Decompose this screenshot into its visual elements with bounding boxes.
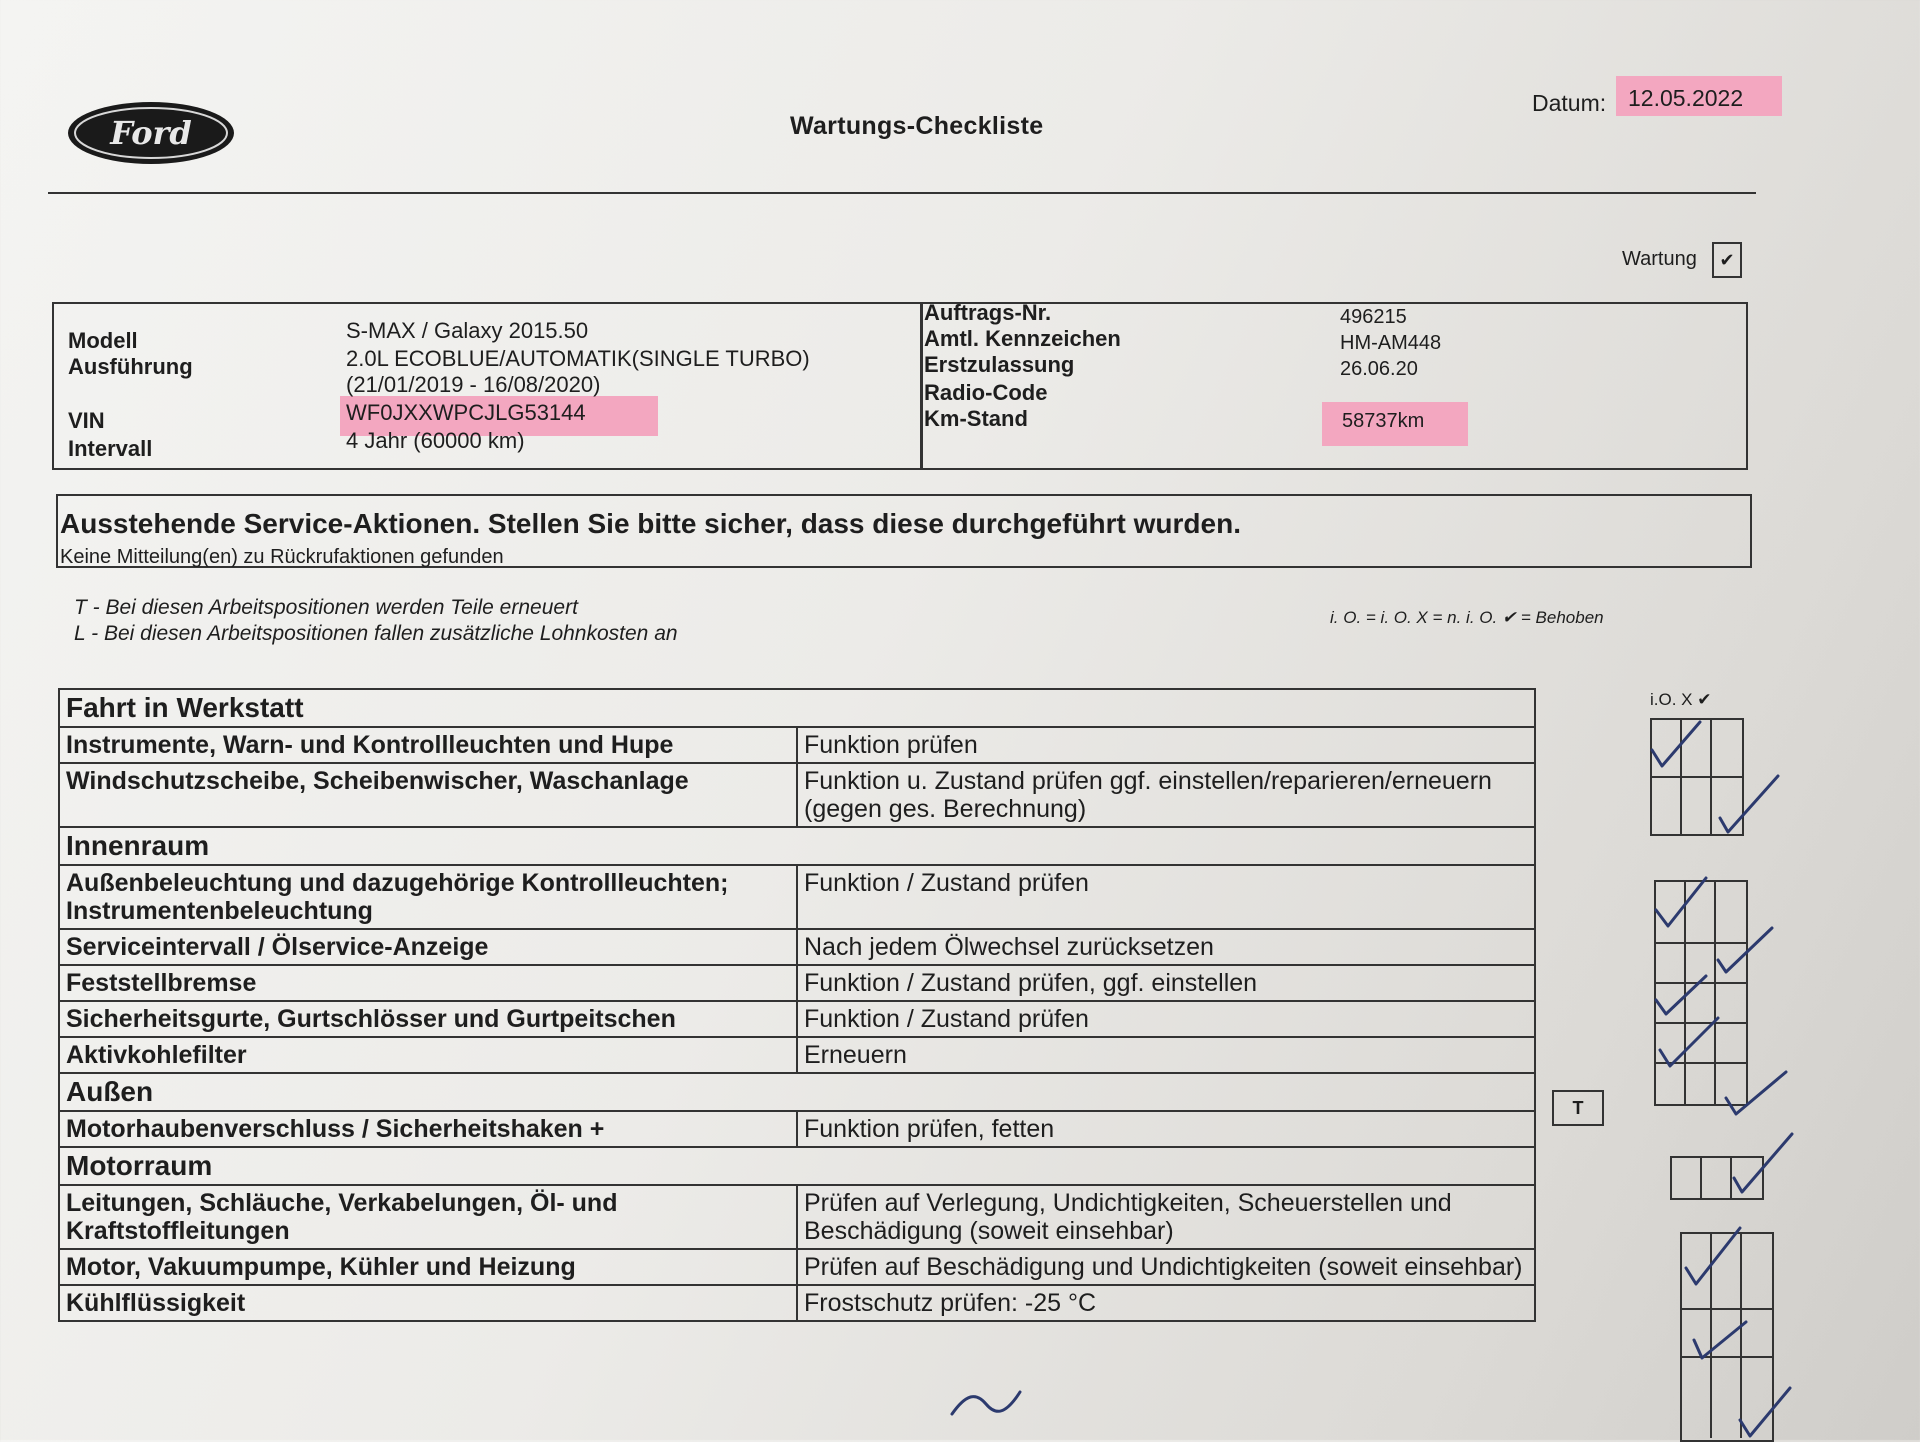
section-title: Fahrt in Werkstatt: [59, 689, 1535, 727]
item-name: Windschutzscheibe, Scheibenwischer, Waschanlage: [59, 763, 797, 827]
item-name: Serviceintervall / Ölservice-Anzeige: [59, 929, 797, 965]
kennzeichen-value: HM-AM448: [1340, 332, 1442, 354]
item-action: Prüfen auf Beschädigung und Undichtigkeiten (soweit einsehbar): [797, 1249, 1535, 1285]
item-action: Funktion u. Zustand prüfen ggf. einstellen/reparieren/erneuern (gegen ges. Berechnung): [797, 763, 1535, 827]
ausfuehrung-label: Ausführung: [68, 354, 193, 379]
erstzulassung-value: 26.06.20: [1340, 358, 1418, 380]
table-row: [59, 1001, 1535, 1037]
item-name: Außenbeleuchtung und dazugehörige Kontrollleuchten; Instrumentenbeleuchtung: [59, 865, 797, 929]
table-row: [59, 763, 1535, 827]
item-name: Kühlflüssigkeit: [59, 1285, 797, 1321]
check-mark: [1686, 1228, 1740, 1284]
table-row: [59, 965, 1535, 1001]
wartung-checkbox[interactable]: ✔: [1712, 242, 1742, 278]
vehicle-info-divider: [920, 302, 923, 470]
auftrag-label: Auftrags-Nr.: [924, 300, 1052, 325]
t-marker-box: T: [1552, 1090, 1604, 1126]
radio-code-label: Radio-Code: [924, 380, 1048, 405]
section-row: [59, 827, 1535, 865]
section-title: Innenraum: [59, 827, 1535, 865]
handwritten-frost-value: [946, 1384, 1026, 1424]
check-mark: [1734, 1134, 1792, 1192]
logo-text: Ford: [110, 114, 192, 152]
table-row: [59, 1185, 1535, 1249]
check-mark: [1718, 928, 1772, 972]
ausfuehrung-value: 2.0L ECOBLUE/AUTOMATIK(SINGLE TURBO): [346, 346, 810, 371]
item-name: Feststellbremse: [59, 965, 797, 1001]
intervall-value: 4 Jahr (60000 km): [346, 428, 525, 453]
table-row: [59, 727, 1535, 763]
table-row: [59, 1285, 1535, 1321]
section-title: Außen: [59, 1073, 1535, 1111]
header-divider: [48, 192, 1756, 194]
section-row: [59, 1147, 1535, 1185]
item-action: Frostschutz prüfen: -25 °C: [797, 1285, 1535, 1321]
item-action: Erneuern: [797, 1037, 1535, 1073]
item-name: Sicherheitsgurte, Gurtschlösser und Gurtpeitschen: [59, 1001, 797, 1037]
check-mark: [1694, 1322, 1746, 1358]
modell-value: S-MAX / Galaxy 2015.50: [346, 318, 589, 343]
km-label: Km-Stand: [924, 406, 1028, 431]
item-action: Nach jedem Ölwechsel zurücksetzen: [797, 929, 1535, 965]
checklist-table: [58, 688, 1536, 1322]
item-action: Funktion / Zustand prüfen, ggf. einstellen: [797, 965, 1535, 1001]
item-action: Funktion / Zustand prüfen: [797, 1001, 1535, 1037]
datum-label: Datum:: [1532, 90, 1607, 116]
check-mark: [1726, 1072, 1786, 1114]
item-action: Funktion / Zustand prüfen: [797, 865, 1535, 929]
section-row: [59, 689, 1535, 727]
item-action: Funktion prüfen: [797, 727, 1535, 763]
section-title: Motorraum: [59, 1147, 1535, 1185]
erstzulassung-label: Erstzulassung: [924, 352, 1075, 377]
table-row: [59, 1111, 1535, 1147]
table-row: [59, 929, 1535, 965]
legend-t: T - Bei diesen Arbeitspositionen werden Teile erneuert: [74, 596, 578, 619]
vehicle-info-box: [52, 302, 1748, 470]
check-mark: [1652, 722, 1700, 766]
check-mark: [1740, 1388, 1790, 1436]
kennzeichen-label: Amtl. Kennzeichen: [924, 326, 1121, 351]
check-mark: [1720, 776, 1778, 832]
table-row: [59, 1037, 1535, 1073]
check-mark: [1660, 1018, 1718, 1066]
intervall-label: Intervall: [68, 436, 153, 461]
table-row: [59, 1249, 1535, 1285]
ford-logo: [66, 100, 236, 166]
table-row: [59, 865, 1535, 929]
section-row: [59, 1073, 1535, 1111]
vin-label: VIN: [68, 408, 105, 433]
recall-notice: Keine Mitteilung(en) zu Rückrufaktionen gefunden: [60, 546, 504, 568]
wartung-label: Wartung: [1622, 248, 1697, 270]
legend-key: i. O. = i. O. X = n. i. O. ✔ = Behoben: [1330, 608, 1604, 627]
modell-label: Modell: [68, 328, 138, 353]
item-action: Prüfen auf Verlegung, Undichtigkeiten, Scheuerstellen und Beschädigung (soweit einsehbar): [797, 1185, 1535, 1249]
item-name: Instrumente, Warn- und Kontrollleuchten und Hupe: [59, 727, 797, 763]
item-name: Aktivkohlefilter: [59, 1037, 797, 1073]
check-mark: [1656, 878, 1706, 926]
check-column-header: i.O. X ✔: [1650, 690, 1712, 709]
auftrag-value: 496215: [1340, 306, 1407, 328]
item-name: Leitungen, Schläuche, Verkabelungen, Öl- und Kraftstoffleitungen: [59, 1185, 797, 1249]
datum-value: 12.05.2022: [1616, 76, 1782, 116]
vin-value: WF0JXXWPCJLG53144: [346, 400, 586, 425]
check-mark: [1656, 976, 1706, 1014]
km-value: 58737km: [1342, 410, 1425, 432]
item-action: Funktion prüfen, fetten: [797, 1111, 1535, 1147]
service-actions-heading: Ausstehende Service-Aktionen. Stellen Sie bitte sicher, dass diese durchgeführt wurden.: [60, 508, 1241, 539]
document-title: Wartungs-Checkliste: [790, 112, 1044, 140]
item-name: Motorhaubenverschluss / Sicherheitshaken +: [59, 1111, 797, 1147]
item-name: Motor, Vakuumpumpe, Kühler und Heizung: [59, 1249, 797, 1285]
handwritten-checkmarks: [1640, 700, 1840, 1440]
legend-l: L - Bei diesen Arbeitspositionen fallen zusätzliche Lohnkosten an: [74, 622, 678, 645]
ausfuehrung-dates: (21/01/2019 - 16/08/2020): [346, 372, 601, 397]
